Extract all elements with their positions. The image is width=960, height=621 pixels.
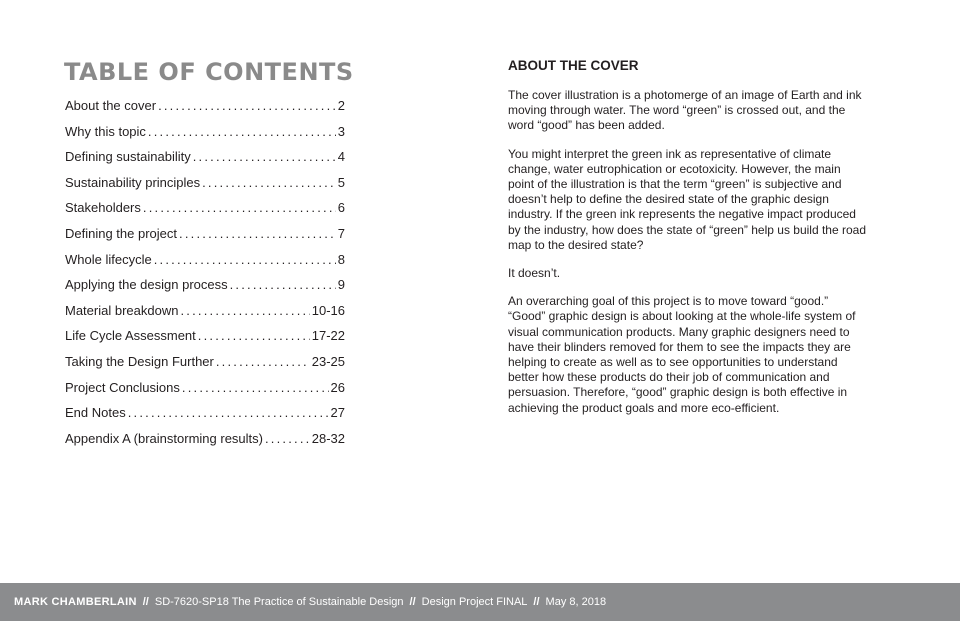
- toc-entry-life-cycle-assessment[interactable]: [65, 328, 345, 354]
- about-cover-heading: ABOUT THE COVER: [508, 58, 639, 73]
- about-cover-paragraph: It doesn’t.: [508, 266, 561, 281]
- toc-entry-page: 3: [337, 123, 345, 139]
- footer-course: SD-7620-SP18 The Practice of Sustainable Design: [154, 596, 404, 608]
- toc-entry-whole-lifecycle[interactable]: [65, 252, 345, 278]
- toc-entry-about-the-cover[interactable]: [65, 98, 345, 124]
- toc-entry-label: Defining sustainability: [65, 149, 191, 165]
- toc-entry-sustainability-principles[interactable]: [65, 175, 345, 201]
- toc-entry-page: 10-16: [311, 302, 345, 318]
- footer-author: MARK CHAMBERLAIN: [14, 596, 137, 608]
- toc-entry-end-notes[interactable]: [65, 405, 345, 431]
- footer-date: May 8, 2018: [545, 596, 607, 608]
- toc-entry-page: 27: [330, 405, 345, 421]
- toc-entry-page: 5: [337, 174, 345, 190]
- footer-project: Design Project FINAL: [421, 596, 528, 608]
- dot-leader: [230, 277, 336, 292]
- dot-leader: [128, 405, 329, 420]
- about-cover-paragraph: An overarching goal of this project is to move toward “good.” “Good” graphic design is about looking at the whole-life system of visual communication products. Many graphic designers need to have their blinders removed for them to see the impacts they are helping to create as well as to see opportunities to understand better how these products do their job of communication and persuasion. Therefore, “good” graphic design is both effective in achieving the product goals and more eco-efficient.: [508, 294, 856, 415]
- toc-entry-applying-the-design-process[interactable]: [65, 277, 345, 303]
- toc-entry-taking-the-design-further[interactable]: [65, 354, 345, 380]
- about-cover-paragraph: The cover illustration is a photomerge of an image of Earth and ink moving through water. The word “green” is crossed out, and the word “good” has been added.: [508, 88, 862, 133]
- footer-separator: //: [142, 596, 149, 608]
- toc-entry-page: 8: [337, 251, 345, 267]
- dot-leader: [158, 98, 336, 113]
- toc-entry-label: Project Conclusions: [65, 379, 180, 395]
- toc-entry-label: Material breakdown: [65, 302, 179, 318]
- toc-entry-page: 28-32: [311, 430, 345, 446]
- footer-separator: //: [409, 596, 416, 608]
- toc-entry-page: 23-25: [311, 353, 345, 369]
- dot-leader: [148, 124, 336, 139]
- dot-leader: [180, 303, 309, 318]
- toc-entry-stakeholders[interactable]: [65, 200, 345, 226]
- dot-leader: [179, 226, 336, 241]
- about-cover-paragraph: You might interpret the green ink as representative of climate change, water eutrophication or ecotoxicity. However, the main point of the illustration is that the term “green” is subjective and doesn’t help to define the desired state of the graphic design industry. If the green ink represents the negative impact produced by the industry, how does the state of “green” help us build the road map to the desired state?: [508, 146, 866, 252]
- dot-leader: [216, 354, 310, 369]
- toc-entry-page: 26: [330, 379, 345, 395]
- toc-entry-page: 4: [337, 149, 345, 165]
- toc-entry-page: 2: [337, 98, 345, 113]
- toc-entry-label: Defining the project: [65, 225, 178, 241]
- toc-entry-page: 6: [337, 200, 345, 216]
- toc-entry-defining-sustainability[interactable]: [65, 149, 345, 175]
- dot-leader: [154, 252, 336, 267]
- toc-entry-page: 9: [337, 277, 345, 293]
- toc-entry-label: Whole lifecycle: [65, 251, 152, 267]
- toc-entry-appendix-a[interactable]: [65, 431, 345, 457]
- page-footer: [0, 583, 960, 621]
- toc-entry-project-conclusions[interactable]: [65, 380, 345, 406]
- toc-entry-label: Why this topic: [65, 123, 146, 139]
- toc-entry-label: Taking the Design Further: [65, 353, 214, 369]
- toc-title: TABLE OF CONTENTS: [64, 58, 354, 86]
- dot-leader: [193, 149, 336, 164]
- toc-entry-label: Life Cycle Assessment: [65, 328, 196, 344]
- toc-entry-material-breakdown[interactable]: [65, 303, 345, 329]
- toc-entry-label: Appendix A (brainstorming results): [65, 430, 263, 446]
- dot-leader: [182, 380, 329, 395]
- about-cover-body: [508, 88, 868, 429]
- toc-entry-label: About the cover: [65, 98, 157, 113]
- toc-entry-page: 7: [337, 225, 345, 241]
- dot-leader: [143, 200, 336, 215]
- table-of-contents: [65, 98, 345, 456]
- toc-entry-label: Applying the design process: [65, 277, 228, 293]
- toc-entry-defining-the-project[interactable]: [65, 226, 345, 252]
- dot-leader: [202, 175, 336, 190]
- toc-entry-label: End Notes: [65, 405, 126, 421]
- footer-separator: //: [533, 596, 540, 608]
- toc-entry-why-this-topic[interactable]: [65, 124, 345, 150]
- toc-entry-label: Stakeholders: [65, 200, 141, 216]
- dot-leader: [198, 328, 310, 343]
- dot-leader: [265, 431, 310, 446]
- toc-entry-page: 17-22: [311, 328, 345, 344]
- toc-entry-label: Sustainability principles: [65, 174, 201, 190]
